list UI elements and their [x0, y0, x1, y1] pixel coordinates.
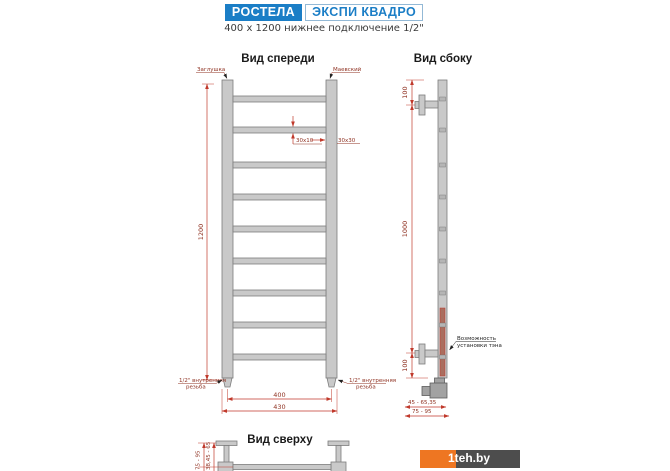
front-view — [178, 53, 396, 414]
heater-label-line1: Возможность — [457, 336, 496, 342]
front-rung — [233, 322, 326, 328]
leader-line — [450, 342, 457, 351]
side-bracket-bottom — [415, 344, 438, 364]
top-right-post — [331, 462, 346, 471]
front-right-fitting — [327, 378, 336, 387]
side-rung-tick — [440, 291, 446, 295]
air-valve-label: Маевский — [333, 67, 362, 73]
front-rung — [233, 226, 326, 232]
side-rung-tick — [440, 128, 446, 132]
side-rung-tick — [440, 227, 446, 231]
thread-label-right-line2: резьба — [356, 384, 376, 391]
side-rung-tick — [440, 195, 446, 199]
side-view-title: Вид сбоку — [413, 53, 473, 65]
front-rung — [233, 194, 326, 200]
side-rung-tick — [440, 259, 446, 263]
thread-label-right-line1: 1/2" внутренняя — [349, 378, 397, 384]
brand-badge: РОСТЕЛА — [225, 4, 302, 21]
front-rung — [233, 290, 326, 296]
top-left-post — [218, 462, 233, 471]
leader-line — [224, 73, 227, 79]
top-view-title: Вид сверху — [247, 434, 313, 446]
side-view — [401, 53, 502, 416]
top-dim-outer: 75 - 95 — [195, 450, 202, 470]
front-width-inner-dim: 400 — [273, 391, 286, 399]
front-view-title: Вид спереди — [241, 53, 315, 65]
top-view — [196, 434, 350, 471]
side-bracket-top — [415, 95, 438, 115]
thread-label-left-line1: 1/2" внутренняя — [179, 378, 227, 384]
side-dim-top: 100 — [401, 86, 409, 99]
front-left-post — [222, 80, 233, 378]
watermark — [420, 450, 520, 468]
front-right-post — [326, 80, 337, 378]
front-rung — [233, 96, 326, 102]
side-rung-tick — [440, 355, 446, 359]
side-rung-tick — [440, 97, 446, 101]
post-profile-dim: 30x30 — [338, 138, 356, 144]
bracket-stud — [415, 351, 419, 358]
elbow-stub — [422, 387, 430, 396]
side-wall-distance-dim: 75 - 95 — [412, 409, 432, 415]
bracket-arm — [425, 101, 438, 108]
side-dim-bottom: 100 — [401, 359, 409, 372]
bracket-plate — [419, 95, 425, 115]
leader-line — [330, 73, 332, 79]
bracket-stud — [415, 102, 419, 109]
side-rung-tick — [440, 323, 446, 327]
side-rung-tick — [440, 163, 446, 167]
leader-line — [338, 380, 348, 384]
front-height-dim: 1200 — [197, 223, 205, 241]
elbow-body — [430, 383, 447, 398]
top-bracket-left-plate — [216, 441, 237, 446]
heater-zone — [440, 308, 445, 376]
top-bracket-left-stem — [224, 446, 229, 463]
side-dim-middle: 1000 — [401, 220, 409, 238]
top-bar — [233, 465, 331, 470]
product-subtitle: 400 x 1200 нижнее подключение 1/2" — [224, 23, 424, 34]
model-badge: ЭКСПИ КВАДРО — [305, 4, 423, 21]
top-bracket-right-plate — [328, 441, 349, 446]
front-rung — [233, 127, 326, 133]
bracket-plate — [419, 344, 425, 364]
front-rung — [233, 162, 326, 168]
side-connection-depth-dim: 45 - 65,35 — [408, 400, 437, 406]
front-rungs — [233, 96, 326, 360]
side-elbow-fitting — [422, 378, 447, 398]
front-width-outer-dim: 430 — [273, 403, 286, 411]
front-rung — [233, 354, 326, 360]
heater-label-line2: установки тэна — [457, 343, 502, 349]
plug-label: Заглушка — [197, 67, 226, 73]
watermark-label: 1teh.by — [448, 451, 491, 465]
front-rung — [233, 258, 326, 264]
thread-label-left-line2: резьба — [186, 384, 206, 391]
bracket-arm — [425, 350, 438, 357]
rung-profile-dim: 30x10 — [296, 138, 314, 144]
top-dim-inner: 38,45 - 65 — [206, 441, 212, 470]
top-bracket-right-stem — [336, 446, 341, 463]
